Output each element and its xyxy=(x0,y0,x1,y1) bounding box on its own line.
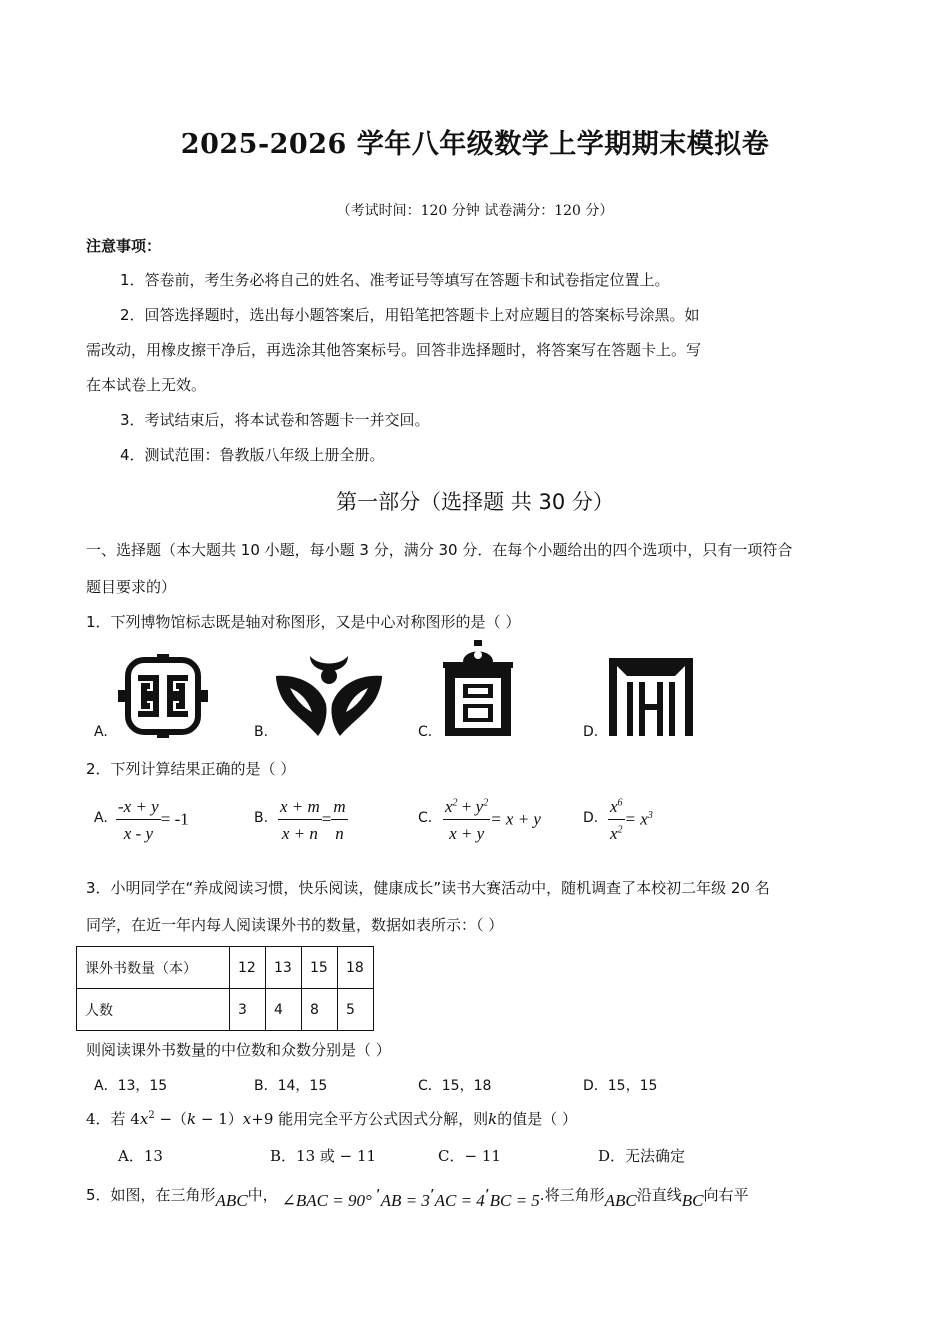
question-1-stem: 1．下列博物馆标志既是轴对称图形，又是中心对称图形的是（ ） xyxy=(86,613,521,631)
table-cell: 13 xyxy=(266,947,302,989)
q2-b-rhs-numerator: m xyxy=(331,797,347,820)
exam-info: （考试时间：120 分钟 试卷满分：120 分） xyxy=(336,203,614,219)
q2-c-plus: + xyxy=(457,797,476,816)
q5-side-ab: AB = 3 xyxy=(380,1191,430,1210)
q2-b-denominator: x + n xyxy=(281,824,318,843)
q2-option-d-expression[interactable] xyxy=(608,797,653,844)
museum-logo-bull-icon[interactable] xyxy=(276,654,382,742)
q5-text: 中， xyxy=(247,1186,278,1204)
q2-d-numerator-exponent: 6 xyxy=(617,797,623,809)
question-3-stem-line-2: 同学，在近一年内每人阅读课外书的数量，数据如表所示：（ ） xyxy=(86,916,504,934)
q2-d-rhs: = x xyxy=(624,809,648,829)
q4-var-x: x xyxy=(139,1110,149,1128)
q2-option-a-label: A. xyxy=(94,810,108,826)
q4-var-x: x xyxy=(242,1110,252,1128)
table-row xyxy=(77,989,374,1031)
q5-text: 向右平 xyxy=(703,1186,749,1204)
q4-text: − 1） xyxy=(196,1110,243,1128)
q4-text: −（ xyxy=(154,1110,188,1128)
q5-triangle-abc: ABC xyxy=(215,1191,248,1210)
books-count-table xyxy=(76,946,374,1031)
q4-text: 的值是（ ） xyxy=(497,1110,578,1128)
table-header-people: 人数 xyxy=(77,989,230,1031)
q4-option-d[interactable]: D．无法确定 xyxy=(598,1147,686,1165)
q2-option-a-expression[interactable] xyxy=(116,797,189,844)
table-cell: 5 xyxy=(338,989,374,1031)
q5-side-bc: BC = 5 xyxy=(489,1191,540,1210)
table-cell: 15 xyxy=(302,947,338,989)
note-item-3: 3．考试结束后，将本试卷和答题卡一并交回。 xyxy=(120,411,430,429)
q5-text: 沿直线 xyxy=(636,1186,682,1204)
q2-c-rhs: = x + y xyxy=(490,809,541,829)
table-header-book-count: 课外书数量（本） xyxy=(77,947,230,989)
q2-b-numerator: x + m xyxy=(278,797,322,820)
q4-text: 4．若 4 xyxy=(86,1110,140,1128)
q5-side-ac: AC = 4 xyxy=(434,1191,485,1210)
q2-a-denominator: x - y xyxy=(123,824,153,843)
museum-logo-gate-icon[interactable] xyxy=(609,658,693,740)
q4-option-c[interactable]: C．− 11 xyxy=(438,1147,501,1165)
q3-option-d[interactable]: D．15，15 xyxy=(583,1078,658,1094)
q4-option-a[interactable]: A．13 xyxy=(118,1147,163,1165)
q2-option-c-expression[interactable] xyxy=(443,797,541,844)
q2-d-denominator: x xyxy=(610,824,618,843)
q1-option-c-label: C. xyxy=(418,724,433,740)
q2-c-y-exponent: 2 xyxy=(483,797,489,809)
q2-option-b-label: B. xyxy=(254,810,269,826)
q2-option-c-label: C. xyxy=(418,810,433,826)
notes-heading: 注意事项： xyxy=(86,237,162,255)
table-cell: 8 xyxy=(302,989,338,1031)
part-heading: 第一部分（选择题 共 30 分） xyxy=(336,490,614,514)
q2-a-numerator: -x + y xyxy=(116,797,161,820)
q3-option-a[interactable]: A．13，15 xyxy=(94,1078,168,1094)
note-item-4: 4．测试范围：鲁教版八年级上册全册。 xyxy=(120,446,385,464)
q1-option-b-label: B. xyxy=(254,724,269,740)
q5-triangle-abc: ABC xyxy=(604,1191,637,1210)
q4-exponent: 2 xyxy=(148,1110,155,1121)
q5-text: 5．如图，在三角形 xyxy=(86,1186,216,1204)
q2-option-b-expression[interactable]: $\frac{x + m}{x + n}$ = $\frac{m}{n}$ xyxy=(280,797,346,843)
q2-c-y: y xyxy=(475,797,484,816)
q5-angle-bac: ∠BAC = 90° xyxy=(281,1191,372,1210)
q1-option-d-label: D. xyxy=(583,724,599,740)
q4-text: +9 能用完全平方公式因式分解，则 xyxy=(251,1110,489,1128)
note-item-2-line-2: 需改动，用橡皮擦干净后，再选涂其他答案标号。回答非选择题时，将答案写在答题卡上。写 xyxy=(86,341,702,359)
museum-logo-meander-icon[interactable] xyxy=(118,654,208,742)
q2-option-d-label: D. xyxy=(583,810,599,826)
q2-c-denominator: x + y xyxy=(449,824,485,843)
question-2-stem: 2．下列计算结果正确的是（ ） xyxy=(86,760,296,778)
question-4-stem xyxy=(86,1108,577,1129)
q2-b-rhs-denominator: n xyxy=(335,824,344,843)
q1-option-a-label: A. xyxy=(94,724,108,740)
q2-c-x-exponent: 2 xyxy=(452,797,458,809)
table-cell: 3 xyxy=(230,989,266,1031)
question-3-stem-line-1: 3．小明同学在“养成阅读习惯，快乐阅读，健康成长”读书大赛活动中，随机调查了本校初二年级 20 名 xyxy=(86,879,770,897)
note-item-1: 1．答卷前，考生务必将自己的姓名、准考证号等填写在答题卡和试卷指定位置上。 xyxy=(120,271,670,289)
q2-d-numerator: x xyxy=(610,797,618,816)
note-item-2-line-1: 2．回答选择题时，选出每小题答案后，用铅笔把答题卡上对应题目的答案标号涂黑。如 xyxy=(120,306,700,324)
table-cell: 4 xyxy=(266,989,302,1031)
q2-d-rhs-exponent: 3 xyxy=(647,809,653,821)
question-3-prompt: 则阅读课外书数量的中位数和众数分别是（ ） xyxy=(86,1041,391,1059)
table-cell: 18 xyxy=(338,947,374,989)
q3-option-c[interactable]: C．15，18 xyxy=(418,1078,492,1094)
q4-var-k: k xyxy=(187,1110,197,1128)
table-cell: 12 xyxy=(230,947,266,989)
note-item-2-line-3: 在本试卷上无效。 xyxy=(86,376,207,394)
q2-d-denominator-exponent: 2 xyxy=(617,824,623,836)
q4-option-b[interactable]: B．13 或 − 11 xyxy=(270,1147,377,1165)
table-row xyxy=(77,947,374,989)
q5-text: 将三角形 xyxy=(544,1186,605,1204)
question-5-stem: 5．如图，在三角形ABC中， ∠BAC = 90° ’AB = 3’AC = 4’BC = 5.将三角形ABC沿直线BC向右平 xyxy=(86,1186,749,1210)
museum-logo-seal-icon[interactable] xyxy=(441,640,515,742)
q3-option-b[interactable]: B．14，15 xyxy=(254,1078,328,1094)
page-title: 2025-2026 学年八年级数学上学期期末模拟卷 xyxy=(180,129,770,160)
section-instruction-line-2: 题目要求的） xyxy=(86,578,177,596)
q2-a-rhs: = -1 xyxy=(160,809,189,829)
section-instruction-line-1: 一、选择题（本大题共 10 小题，每小题 3 分，满分 30 分．在每个小题给出的四个选项中，只有一项符合 xyxy=(86,541,793,559)
q4-var-k: k xyxy=(488,1110,498,1128)
q5-line-bc: BC xyxy=(681,1191,704,1210)
q2-c-x: x xyxy=(445,797,453,816)
